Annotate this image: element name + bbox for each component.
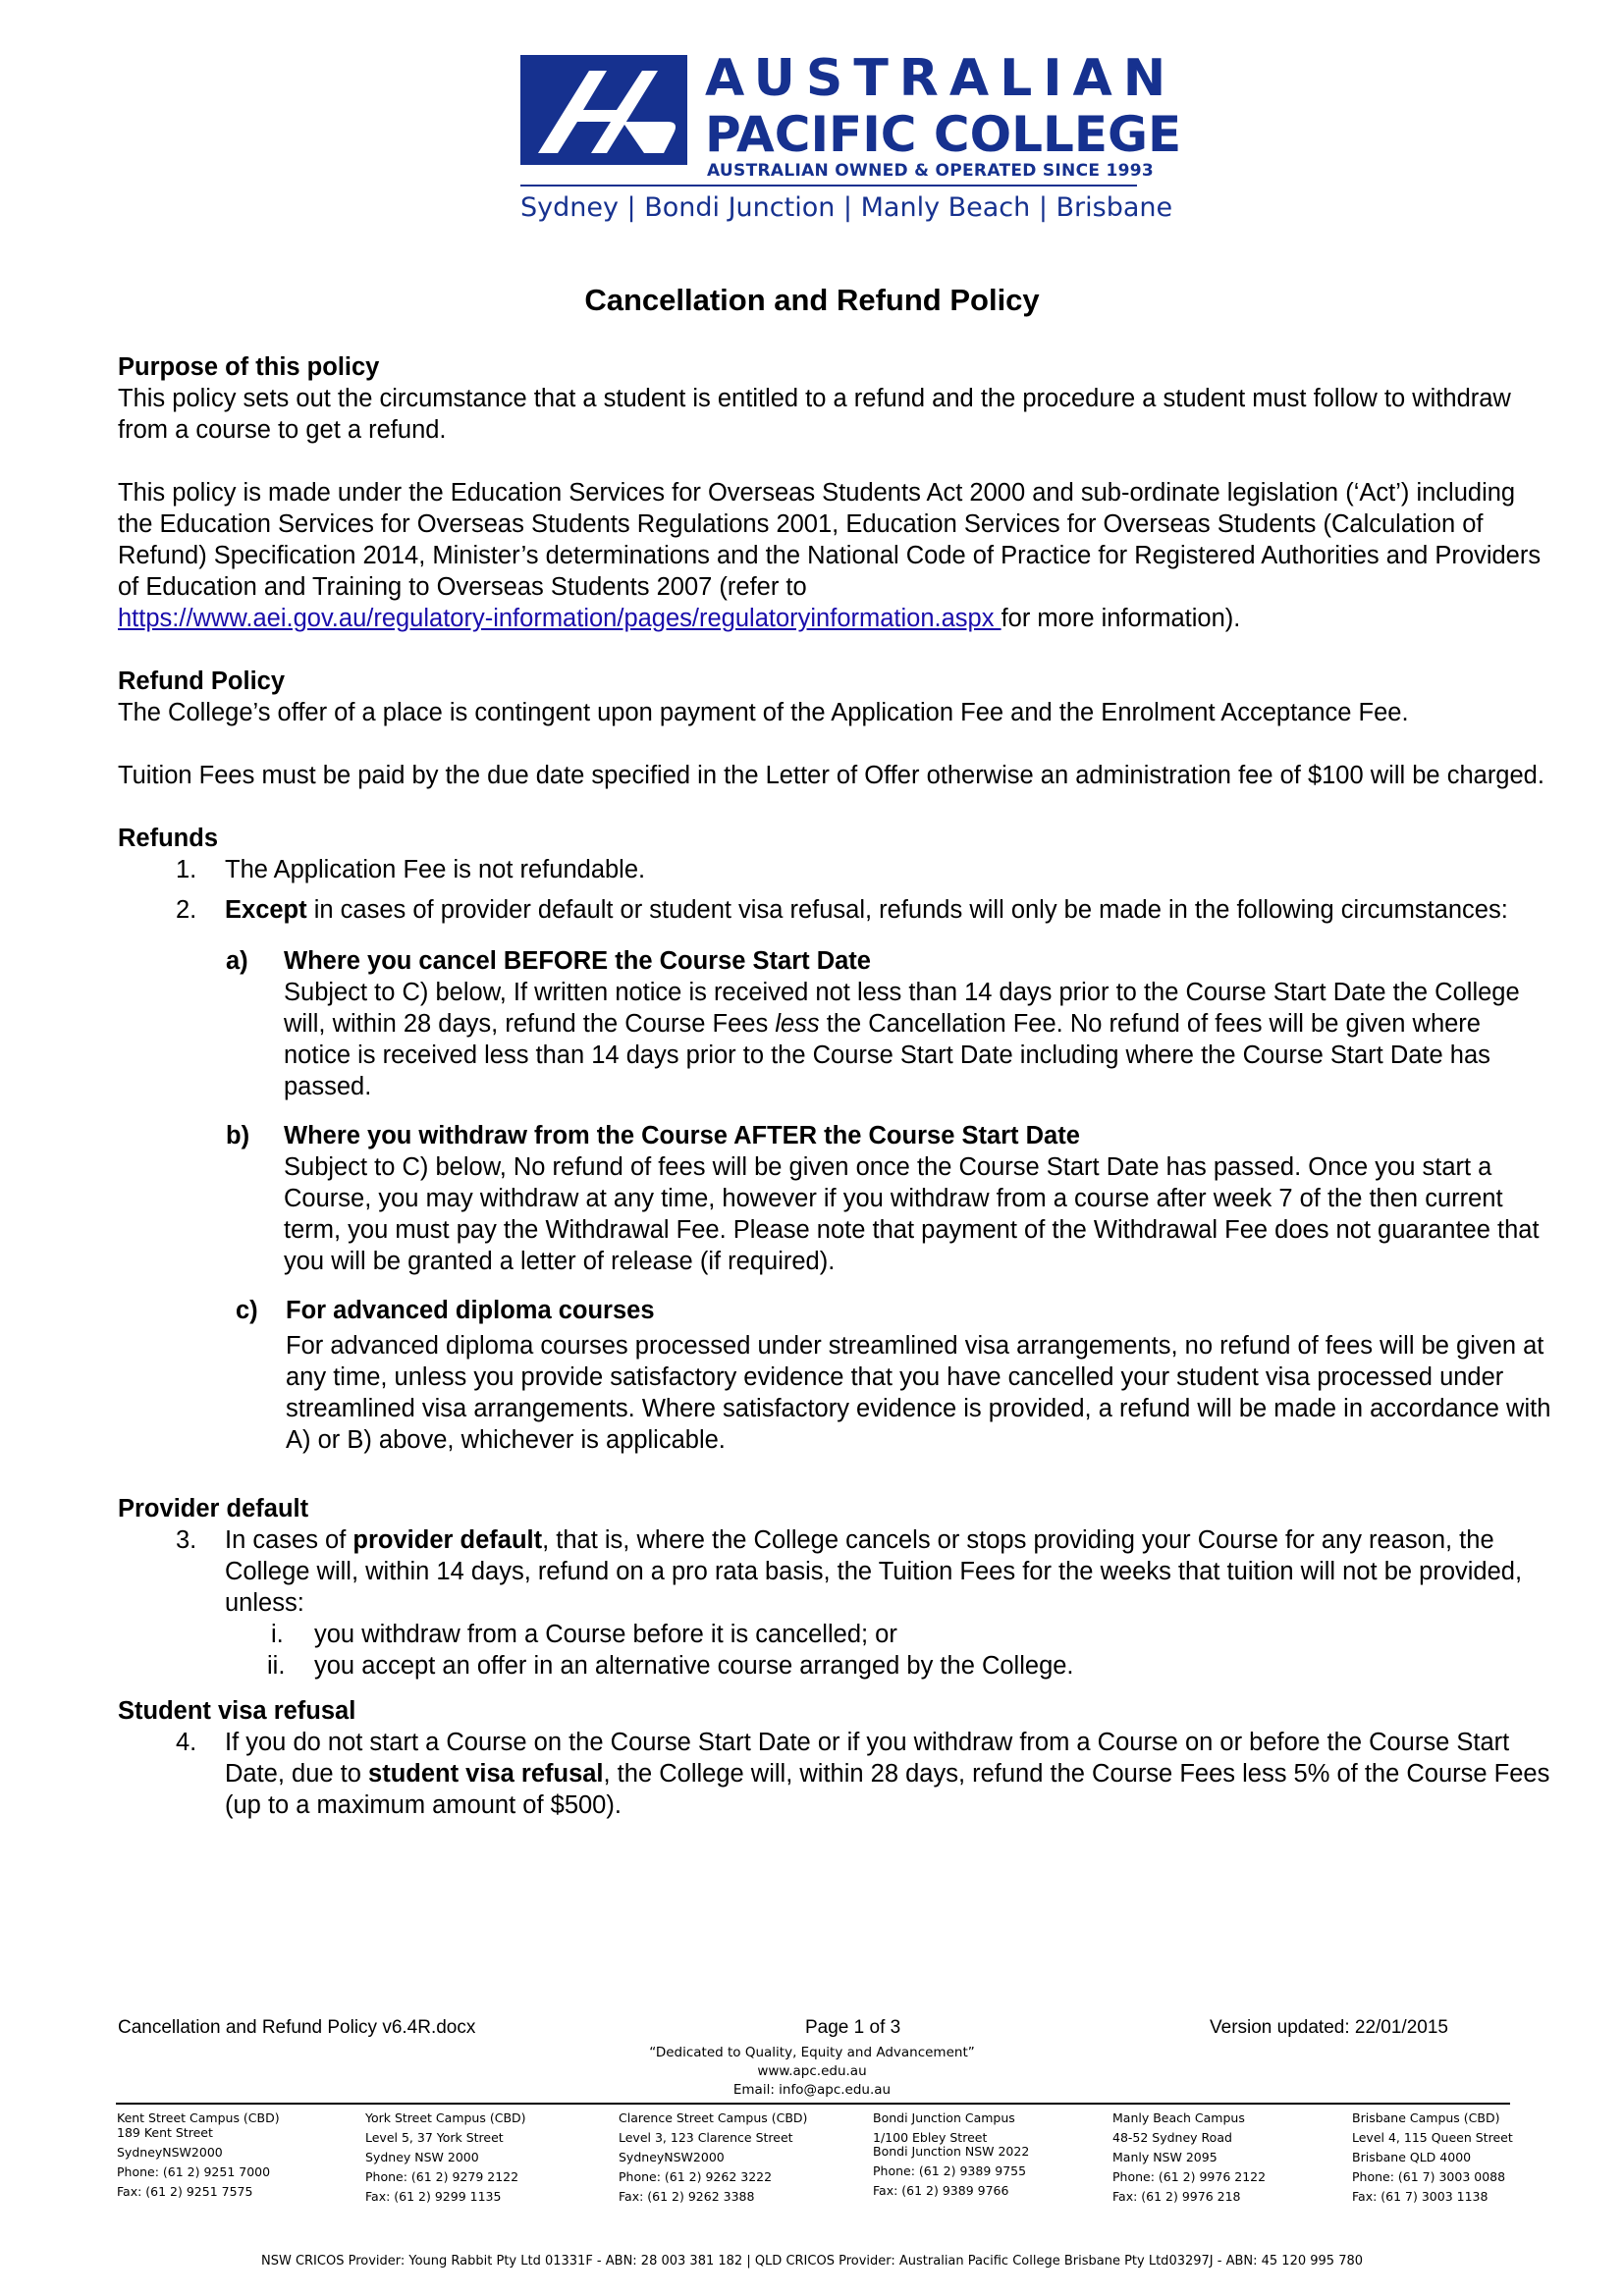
sub-item-heading: For advanced diploma courses	[286, 1297, 655, 1324]
apc-logo-mark-icon	[520, 55, 687, 165]
roman-item-i	[118, 1619, 1551, 1650]
regulatory-info-link[interactable]: https://www.aei.gov.au/regulatory-information/pages/regulatoryinformation.aspx	[118, 605, 1001, 632]
roman-item-ii	[118, 1650, 1551, 1682]
list-item	[118, 894, 1551, 926]
roman-label: ii.	[267, 1652, 286, 1680]
sub-item-heading: Where you withdraw from the Course AFTER the Course Start Date	[284, 1122, 1080, 1149]
sub-item-a	[118, 945, 1551, 1102]
logo-tagline: AUSTRALIAN OWNED & OPERATED SINCE 1993	[707, 161, 1155, 181]
footer-email[interactable]: Email: info@apc.edu.au	[732, 2082, 892, 2098]
purpose-paragraph-2-tail: for more information).	[1001, 605, 1241, 632]
sub-item-label: a)	[226, 947, 248, 975]
college-logo	[520, 49, 1182, 232]
sub-item-heading: Where you cancel BEFORE the Course Start Date	[284, 947, 871, 975]
list-item-text: The Application Fee is not refundable.	[225, 856, 646, 883]
list-item: 4. If you do not start a Course on the Course Start Date or if you withdraw from a Course on or before the Course Start Date, due to student visa refusal, the College will, within 28 days, refund the Course Fees less 5% of the Course Fees (up to a maximum amount of $500).	[176, 1729, 1550, 1819]
refund-policy-paragraph-1: The College’s offer of a place is contingent upon payment of the Application Fee and the Enrolment Acceptance Fee.	[118, 699, 1409, 726]
list-item-number: 4.	[176, 1729, 197, 1756]
logo-name-line2: PACIFIC COLLEGE	[705, 106, 1182, 163]
cricos-provider-line: NSW CRICOS Provider: Young Rabbit Pty Ltd 01331F - ABN: 28 003 381 182 | QLD CRICOS Provider: Australian Pacific College Brisbane Pty Ltd03297J - ABN: 45 120 995 780	[260, 2254, 1364, 2269]
list-item-number: 3.	[176, 1526, 197, 1554]
campus-block: York Street Campus (CBD) Level 5, 37 York Street Sydney NSW 2000 Phone: (61 2) 9279 2122 Fax: (61 2) 9299 1135	[365, 2110, 526, 2204]
visa-refusal-heading: Student visa refusal	[118, 1697, 356, 1725]
refund-policy-paragraph-2: Tuition Fees must be paid by the due date specified in the Letter of Offer otherwise an administration fee of $100 will be charged.	[118, 762, 1544, 789]
sub-item-label: b)	[226, 1122, 250, 1149]
footer-filename: Cancellation and Refund Policy v6.4R.docx	[118, 2017, 476, 2038]
footer-version: Version updated: 22/01/2015	[1210, 2017, 1448, 2038]
sub-item-c	[118, 1295, 1551, 1456]
purpose-paragraph-2-text: This policy is made under the Education Services for Overseas Students Act 2000 and sub-ordinate legislation (‘Act’) including the Education Services for Overseas Students Regulations 2001, Education Services for Overseas Students (Calculation of Refund) Specification 2014, Minister’s determinations and the National Code of Practice for Registered Authorities and Providers of Education and Training to Overseas Students 2007 (refer to	[118, 479, 1542, 601]
refunds-heading: Refunds	[118, 825, 218, 852]
sub-item-label: c)	[236, 1297, 258, 1324]
list-item-number: 1.	[176, 856, 197, 883]
roman-text: you withdraw from a Course before it is cancelled; or	[314, 1621, 897, 1648]
purpose-heading: Purpose of this policy	[118, 353, 380, 381]
list-item: 3. In cases of provider default, that is, where the College cancels or stops providing your Course for any reason, the College will, within 14 days, refund on a pro rata basis, the Tuition Fees for the weeks that tuition will not be provided, unless:	[176, 1526, 1523, 1617]
sub-item-b	[118, 1120, 1551, 1277]
footer-page-number: Page 1 of 3	[805, 2017, 901, 2038]
refund-policy-heading: Refund Policy	[118, 667, 286, 695]
sub-item-text: Subject to C) below, If written notice is received not less than 14 days prior to the Course Start Date the College will, within 28 days, refund the Course Fees less the Cancellation Fee. No refund of fees will be given where notice is received less than 14 days prior to the Course Start Date including where the Course Start Date has passed.	[284, 979, 1520, 1100]
policy-body	[118, 351, 1551, 1821]
sub-item-text: For advanced diploma courses processed under streamlined visa arrangements, no refund of fees will be given at any time, unless you provide satisfactory evidence that you have cancelled your student visa processed under streamlined visa arrangements. Where satisfactory evidence is provided, a refund will be made in accordance with A) or B) above, whichever is applicable.	[286, 1332, 1551, 1454]
campus-block: Kent Street Campus (CBD) 189 Kent Street SydneyNSW2000 Phone: (61 2) 9251 7000 Fax: (61 2) 9251 7575	[117, 2110, 280, 2199]
campus-block: Bondi Junction Campus 1/100 Ebley Street Bondi Junction NSW 2022 Phone: (61 2) 9389 9755 Fax: (61 2) 9389 9766	[873, 2110, 1030, 2198]
footer-contact	[0, 2044, 1624, 2100]
footer-motto: “Dedicated to Quality, Equity and Advancement”	[649, 2045, 975, 2060]
purpose-paragraph-1: This policy sets out the circumstance that a student is entitled to a refund and the procedure a student must follow to withdraw from a course to get a refund.	[118, 385, 1511, 444]
list-item-number: 2.	[176, 896, 197, 924]
roman-text: you accept an offer in an alternative course arranged by the College.	[314, 1652, 1074, 1680]
campus-block: Clarence Street Campus (CBD) Level 3, 123 Clarence Street SydneyNSW2000 Phone: (61 2) 9262 3222 Fax: (61 2) 9262 3388	[619, 2110, 808, 2204]
list-item	[118, 854, 1551, 885]
provider-default-heading: Provider default	[118, 1495, 309, 1522]
page-title: Cancellation and Refund Policy	[584, 283, 1040, 317]
roman-label: i.	[271, 1621, 284, 1648]
sub-item-text: Subject to C) below, No refund of fees will be given once the Course Start Date has passed. Once you start a Course, you may withdraw at any time, however if you withdraw from a course after week 7 of the then current term, you must pay the Withdrawal Fee. Please note that payment of the Withdrawal Fee does not guarantee that you will be granted a letter of release (if required).	[284, 1153, 1540, 1275]
logo-campus-list: Sydney | Bondi Junction | Manly Beach | Brisbane	[520, 192, 1173, 223]
footer-divider	[116, 2103, 1510, 2105]
campus-block: Manly Beach Campus 48-52 Sydney Road Manly NSW 2095 Phone: (61 2) 9976 2122 Fax: (61 2) 9976 218	[1112, 2110, 1267, 2204]
purpose-paragraph-2	[118, 477, 1551, 634]
logo-name-line1: AUSTRALIAN	[705, 49, 1177, 108]
list-item-bold: Except	[225, 896, 307, 924]
logo-divider	[520, 185, 1137, 187]
list-item-text: in cases of provider default or student visa refusal, refunds will only be made in the following circumstances:	[306, 896, 1508, 924]
footer-website[interactable]: www.apc.edu.au	[757, 2063, 867, 2079]
campus-block: Brisbane Campus (CBD) Level 4, 115 Queen Street Brisbane QLD 4000 Phone: (61 7) 3003 0088 Fax: (61 7) 3003 1138	[1352, 2110, 1513, 2204]
